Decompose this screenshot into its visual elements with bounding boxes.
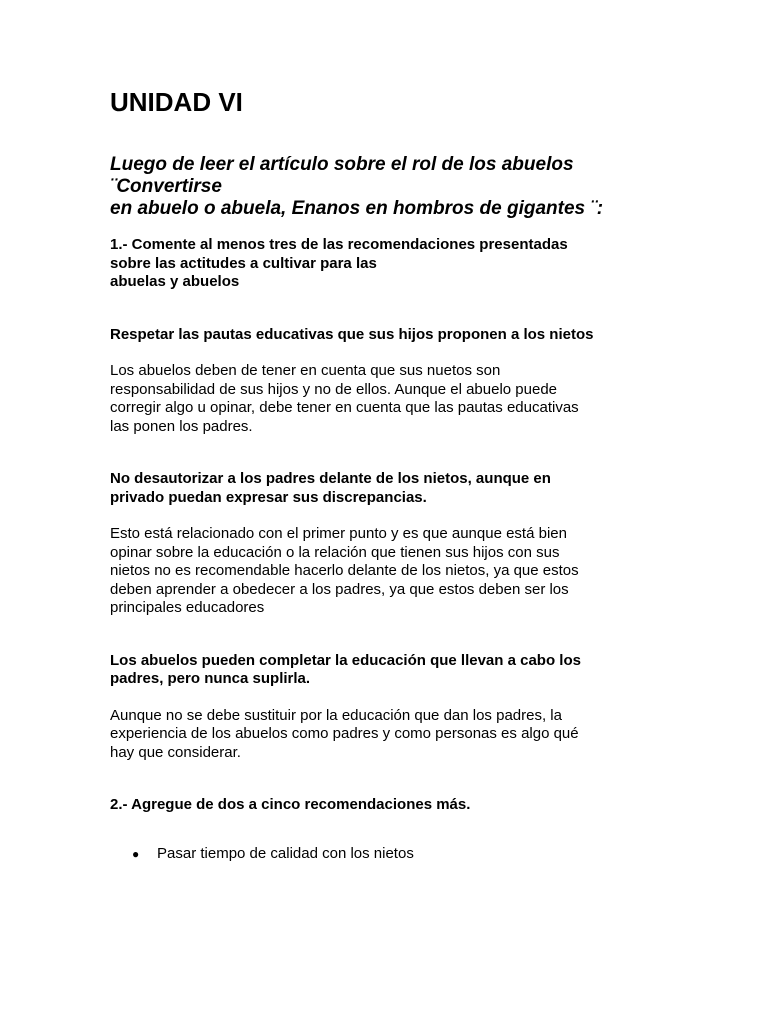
question-2: 2.- Agregue de dos a cinco recomendaciones más. <box>110 796 471 813</box>
recommendation-2 <box>110 470 678 618</box>
recommendation-body-line: hay que considerar. <box>110 743 241 761</box>
bullet-icon: ● <box>132 846 140 861</box>
recommendation-body <box>110 525 678 618</box>
recommendation-heading-line: padres, pero nunca suplirla. <box>110 670 311 687</box>
recommendation-heading <box>110 470 678 507</box>
recommendation-body-line: responsabilidad de sus hijos y no de ellos. Aunque el abuelo puede <box>110 380 557 398</box>
question-1-line: abuelas y abuelos <box>110 273 240 290</box>
bullet-list <box>110 845 678 864</box>
recommendation-body-line: corregir algo u opinar, debe tener en cuenta que las pautas educativas <box>110 399 579 416</box>
recommendation-heading <box>110 652 678 689</box>
page-title: UNIDAD VI <box>110 87 243 117</box>
recommendation-1 <box>110 326 678 437</box>
recommendation-body-line: nietos no es recomendable hacerlo delante de los nietos, ya que estos <box>110 562 579 579</box>
intro-text <box>110 154 678 220</box>
recommendation-body-line: principales educadores <box>110 599 265 616</box>
recommendation-3 <box>110 652 678 763</box>
list-item <box>110 845 678 864</box>
list-item-text: Pasar tiempo de calidad con los nietos <box>157 844 414 862</box>
recommendation-heading-line: privado puedan expresar sus discrepancias. <box>110 488 427 506</box>
recommendation-heading-line: Respetar las pautas educativas que sus hijos proponen a los nietos <box>110 325 594 343</box>
recommendation-heading <box>110 326 678 345</box>
recommendation-heading-line: No desautorizar a los padres delante de los nietos, aunque en <box>110 470 551 487</box>
recommendation-body-line: Aunque no se debe sustituir por la educación que dan los padres, la <box>110 706 562 724</box>
recommendation-body <box>110 707 678 763</box>
intro-line: en abuelo o abuela, Enanos en hombros de gigantes ¨: <box>110 198 604 219</box>
recommendation-body-line: Esto está relacionado con el primer punto y es que aunque está bien <box>110 525 567 542</box>
recommendation-body-line: Los abuelos deben de tener en cuenta que sus nuetos son <box>110 362 501 379</box>
question-1-line: 1.- Comente al menos tres de las recomendaciones presentadas <box>110 236 568 253</box>
recommendation-body-line: opinar sobre la educación o la relación que tienen sus hijos con sus <box>110 543 560 561</box>
question-1-line: sobre las actitudes a cultivar para las <box>110 254 377 272</box>
intro-line: Luego de leer el artículo sobre el rol de los abuelos <box>110 154 574 175</box>
recommendation-body-line: deben aprender a obedecer a los padres, ya que estos deben ser los <box>110 580 569 598</box>
recommendation-body-line: las ponen los padres. <box>110 417 253 435</box>
recommendation-body <box>110 362 678 436</box>
question-1 <box>110 236 678 292</box>
recommendation-heading-line: Los abuelos pueden completar la educación que llevan a cabo los <box>110 651 581 669</box>
intro-line: ¨Convertirse <box>110 176 222 197</box>
recommendation-body-line: experiencia de los abuelos como padres y como personas es algo qué <box>110 725 579 742</box>
